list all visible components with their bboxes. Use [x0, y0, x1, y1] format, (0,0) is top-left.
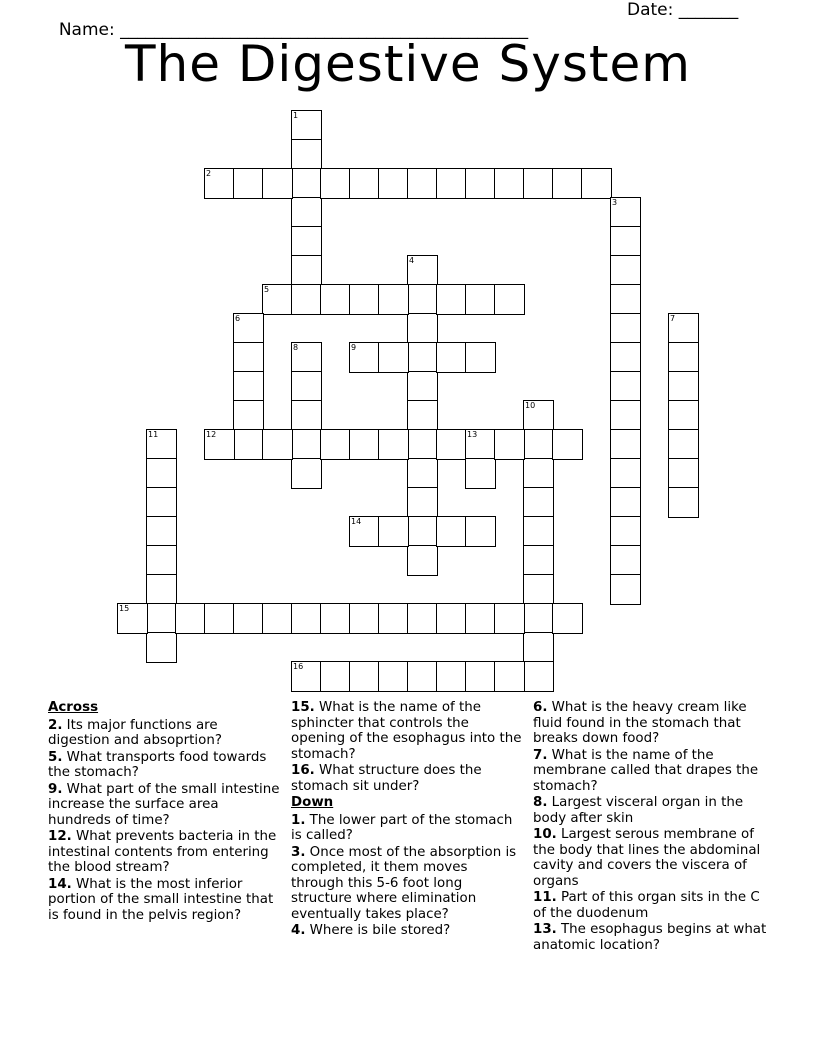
cell-number: 11	[148, 430, 159, 439]
crossword-cell[interactable]	[465, 661, 496, 692]
crossword-cell[interactable]	[465, 516, 496, 547]
crossword-cell[interactable]	[552, 603, 583, 634]
crossword-cell[interactable]	[146, 632, 177, 663]
clue-text: Its major functions are digestion and absoprtion?	[48, 717, 222, 748]
crossword-cell[interactable]	[291, 168, 322, 199]
clues-column-2	[291, 700, 523, 940]
crossword-cell[interactable]	[233, 313, 264, 344]
crossword-cell[interactable]	[668, 313, 699, 344]
crossword-cell[interactable]	[291, 458, 322, 489]
crossword-cell[interactable]	[349, 661, 380, 692]
crossword-cell[interactable]	[523, 516, 554, 547]
crossword-cell[interactable]	[465, 458, 496, 489]
crossword-cell[interactable]	[610, 429, 641, 460]
crossword-cell[interactable]	[436, 342, 467, 373]
clue-text: Largest visceral organ in the body after skin	[533, 795, 744, 826]
crossword-cell[interactable]	[291, 197, 322, 228]
crossword-cell[interactable]	[378, 168, 409, 199]
crossword-cell[interactable]	[233, 342, 264, 373]
crossword-cell[interactable]	[407, 516, 438, 547]
crossword-cell[interactable]	[291, 342, 322, 373]
crossword-cell[interactable]	[523, 458, 554, 489]
crossword-cell[interactable]	[233, 400, 264, 431]
crossword-cell[interactable]	[610, 574, 641, 605]
clue-text: What part of the small intestine increase the surface area hundreds of time?	[48, 781, 280, 828]
clue-text: Part of this organ sits in the C of the duodenum	[533, 890, 760, 921]
clue-down-13	[533, 922, 773, 953]
crossword-cell[interactable]	[320, 661, 351, 692]
crossword-cell[interactable]	[262, 284, 293, 315]
clue-down-3	[291, 845, 523, 923]
clue-number: 9.	[48, 781, 63, 797]
crossword-cell[interactable]	[610, 226, 641, 257]
crossword-cell[interactable]	[581, 168, 612, 199]
crossword-cell[interactable]	[668, 371, 699, 402]
crossword-cell[interactable]	[378, 284, 409, 315]
crossword-cell[interactable]	[610, 255, 641, 286]
crossword-cell[interactable]	[465, 603, 496, 634]
crossword-cell[interactable]	[349, 603, 380, 634]
crossword-cell[interactable]	[407, 661, 438, 692]
clue-number: 3.	[291, 844, 306, 860]
crossword-cell[interactable]	[291, 139, 322, 170]
crossword-cell[interactable]	[436, 168, 467, 199]
cell-number: 1	[293, 111, 299, 120]
cell-number: 5	[264, 285, 270, 294]
crossword-cell[interactable]	[436, 603, 467, 634]
crossword-cell[interactable]	[668, 400, 699, 431]
clue-down-7	[533, 748, 773, 795]
clue-across-5	[48, 750, 283, 781]
clue-text: What prevents bacteria in the intestinal contents from entering the blood stream?	[48, 829, 277, 875]
clue-text: What is the heavy cream like fluid found in the stomach that breaks down food?	[533, 700, 747, 746]
cell-number: 8	[293, 343, 299, 352]
crossword-cell[interactable]	[465, 168, 496, 199]
cell-number: 4	[409, 256, 415, 265]
crossword-cell[interactable]	[610, 197, 641, 228]
crossword-cell[interactable]	[523, 400, 554, 431]
crossword-cell[interactable]	[320, 429, 351, 460]
crossword-cell[interactable]	[320, 603, 351, 634]
crossword-cell[interactable]	[494, 168, 525, 199]
crossword-cell[interactable]	[436, 516, 467, 547]
crossword-cell[interactable]	[465, 284, 496, 315]
crossword-cell[interactable]	[233, 168, 264, 199]
crossword-cell[interactable]	[523, 168, 554, 199]
crossword-cell[interactable]	[407, 371, 438, 402]
crossword-cell[interactable]	[407, 313, 438, 344]
crossword-cell[interactable]	[407, 342, 438, 373]
clues-column-3	[533, 700, 773, 954]
crossword-cell[interactable]	[523, 603, 554, 634]
crossword-cell[interactable]	[204, 603, 235, 634]
crossword-cell[interactable]	[436, 284, 467, 315]
clues-column-1	[48, 700, 283, 924]
clue-text: What is the most inferior portion of the small intestine that is found in the pelvis region?	[48, 876, 274, 923]
crossword-cell[interactable]	[320, 168, 351, 199]
crossword-cell[interactable]	[610, 458, 641, 489]
crossword-cell[interactable]	[291, 429, 322, 460]
cell-number: 12	[206, 430, 217, 439]
clue-text: What is the name of the sphincter that controls the opening of the esophagus into the stomach?	[291, 700, 522, 762]
cell-number: 13	[467, 430, 478, 439]
cell-number: 16	[293, 662, 304, 671]
crossword-cell[interactable]	[407, 284, 438, 315]
crossword-cell[interactable]	[291, 400, 322, 431]
clue-across-9	[48, 782, 283, 829]
crossword-cell[interactable]	[117, 603, 148, 634]
crossword-cell[interactable]	[291, 255, 322, 286]
clue-down-6	[533, 700, 773, 747]
crossword-cell[interactable]	[668, 342, 699, 373]
crossword-cell[interactable]	[610, 284, 641, 315]
crossword-cell[interactable]	[146, 603, 177, 634]
page-title: The Digestive System	[124, 35, 692, 93]
crossword-cell[interactable]	[436, 429, 467, 460]
clue-text: What is the name of the membrane called that drapes the stomach?	[533, 747, 759, 794]
crossword-cell[interactable]	[610, 487, 641, 518]
crossword-cell[interactable]	[610, 400, 641, 431]
crossword-cell[interactable]	[349, 284, 380, 315]
crossword-cell[interactable]	[668, 429, 699, 460]
date-field-label[interactable]: Date: _______	[627, 0, 739, 20]
crossword-cell[interactable]	[378, 516, 409, 547]
crossword-cell[interactable]	[610, 342, 641, 373]
crossword-cell[interactable]	[407, 429, 438, 460]
crossword-cell[interactable]	[146, 429, 177, 460]
crossword-cell[interactable]	[146, 458, 177, 489]
crossword-cell[interactable]	[523, 545, 554, 576]
crossword-cell[interactable]	[291, 226, 322, 257]
crossword-cell[interactable]	[523, 429, 554, 460]
cell-number: 9	[351, 343, 357, 352]
crossword-cell[interactable]	[407, 168, 438, 199]
crossword-cell[interactable]	[523, 574, 554, 605]
crossword-cell[interactable]	[146, 487, 177, 518]
clue-number: 16.	[291, 763, 315, 778]
name-field-label[interactable]: Name: ________________________________________________	[58, 20, 529, 40]
cell-number: 2	[206, 169, 212, 178]
clue-down-10	[533, 827, 773, 889]
crossword-cell[interactable]	[204, 429, 235, 460]
crossword-cell[interactable]	[407, 458, 438, 489]
crossword-cell[interactable]	[291, 110, 322, 141]
crossword-cell[interactable]	[407, 603, 438, 634]
crossword-cell[interactable]	[494, 603, 525, 634]
crossword-cell[interactable]	[552, 429, 583, 460]
clue-text: Largest serous membrane of the body that lines the abdominal cavity and covers the viscera of organs	[533, 827, 761, 889]
crossword-cell[interactable]	[494, 429, 525, 460]
clue-down-4	[291, 923, 523, 939]
crossword-cell[interactable]	[349, 168, 380, 199]
crossword-cell[interactable]	[610, 516, 641, 547]
crossword-cell[interactable]	[233, 429, 264, 460]
clue-across-14	[48, 877, 283, 924]
crossword-cell[interactable]	[494, 661, 525, 692]
crossword-cell[interactable]	[320, 284, 351, 315]
crossword-cell[interactable]	[378, 342, 409, 373]
clue-number: 12.	[48, 829, 72, 844]
crossword-cell[interactable]	[494, 284, 525, 315]
clue-number: 7.	[533, 747, 548, 763]
crossword-cell[interactable]	[262, 603, 293, 634]
clue-across-15	[291, 700, 523, 762]
clue-number: 1.	[291, 812, 306, 828]
across-heading: Across	[48, 700, 99, 715]
crossword-cell[interactable]	[146, 516, 177, 547]
clue-number: 8.	[533, 795, 548, 810]
crossword-cell[interactable]	[552, 168, 583, 199]
clue-number: 2.	[48, 717, 63, 733]
crossword-cell[interactable]	[378, 429, 409, 460]
clue-text: Where is bile stored?	[305, 923, 451, 938]
crossword-cell[interactable]	[291, 603, 322, 634]
clue-number: 5.	[48, 749, 63, 765]
crossword-cell[interactable]	[668, 458, 699, 489]
clue-down-1	[291, 813, 523, 844]
crossword-cell[interactable]	[291, 371, 322, 402]
clue-number: 15.	[291, 700, 315, 715]
crossword-cell[interactable]	[378, 603, 409, 634]
crossword-cell[interactable]	[523, 632, 554, 663]
clue-text: The esophagus begins at what anatomic location?	[533, 922, 767, 953]
crossword-cell[interactable]	[291, 284, 322, 315]
crossword-cell[interactable]	[233, 603, 264, 634]
crossword-cell[interactable]	[610, 371, 641, 402]
crossword-cell[interactable]	[146, 545, 177, 576]
clue-number: 10.	[533, 827, 557, 842]
down-heading: Down	[291, 795, 334, 810]
clue-number: 13.	[533, 922, 557, 937]
crossword-cell[interactable]	[668, 487, 699, 518]
crossword-cell[interactable]	[465, 429, 496, 460]
cell-number: 10	[525, 401, 536, 410]
clue-across-16	[291, 763, 523, 794]
crossword-cell[interactable]	[465, 342, 496, 373]
crossword-cell[interactable]	[436, 661, 467, 692]
clue-text: What transports food towards the stomach?	[48, 749, 267, 780]
crossword-cell[interactable]	[407, 545, 438, 576]
crossword-cell[interactable]	[349, 342, 380, 373]
crossword-cell[interactable]	[407, 487, 438, 518]
crossword-cell[interactable]	[349, 516, 380, 547]
crossword-cell[interactable]	[407, 400, 438, 431]
clue-text: What structure does the stomach sit under?	[291, 763, 482, 794]
crossword-cell[interactable]	[146, 574, 177, 605]
cell-number: 7	[670, 314, 676, 323]
crossword-cell[interactable]	[610, 313, 641, 344]
clue-number: 14.	[48, 876, 72, 892]
crossword-cell[interactable]	[523, 487, 554, 518]
cell-number: 3	[612, 198, 618, 207]
crossword-cell[interactable]	[523, 661, 554, 692]
crossword-cell[interactable]	[175, 603, 206, 634]
crossword-cell[interactable]	[349, 429, 380, 460]
crossword-cell[interactable]	[291, 661, 322, 692]
clue-text: Once most of the absorption is completed, it them moves through this 5-6 foot long structure where elimination eventually takes place?	[291, 844, 517, 922]
clue-text: The lower part of the stomach is called?	[291, 812, 513, 843]
clue-down-8	[533, 795, 773, 826]
cell-number: 15	[119, 604, 130, 613]
crossword-cell[interactable]	[407, 255, 438, 286]
cell-number: 14	[351, 517, 362, 526]
crossword-cell[interactable]	[610, 545, 641, 576]
crossword-cell[interactable]	[204, 168, 235, 199]
crossword-cell[interactable]	[262, 429, 293, 460]
clue-down-11	[533, 890, 773, 921]
crossword-cell[interactable]	[233, 371, 264, 402]
clue-across-2	[48, 718, 283, 749]
clue-across-12	[48, 829, 283, 876]
cell-number: 6	[235, 314, 241, 323]
clue-number: 6.	[533, 700, 548, 715]
clue-number: 11.	[533, 890, 557, 905]
crossword-cell[interactable]	[262, 168, 293, 199]
clue-number: 4.	[291, 923, 306, 938]
crossword-cell[interactable]	[378, 661, 409, 692]
